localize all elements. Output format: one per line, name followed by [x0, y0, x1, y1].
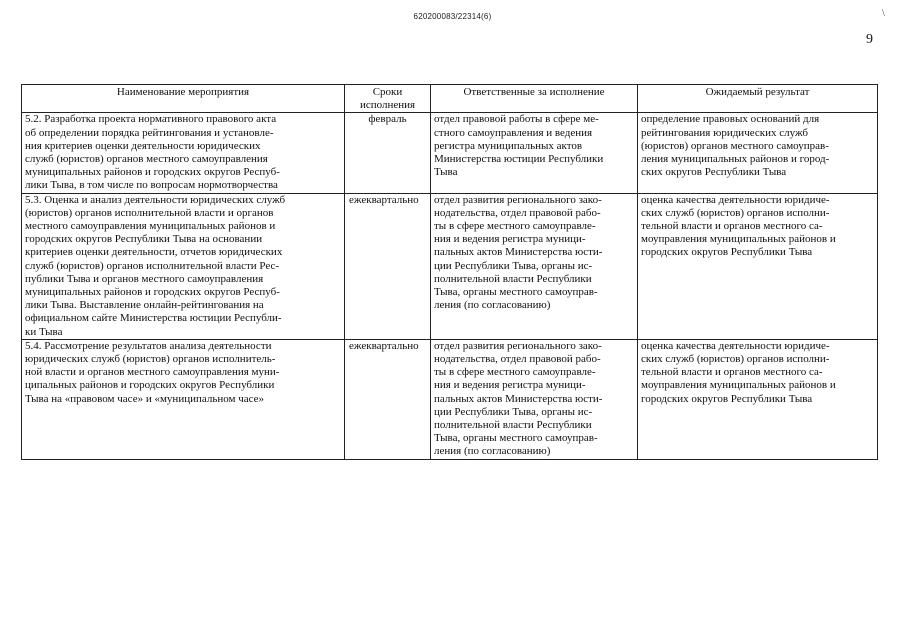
- header-responsible: Ответственные за исполнение: [431, 85, 638, 113]
- deadline-cell: ежеквартально: [345, 193, 431, 339]
- header-expected-result: Ожидаемый результат: [638, 85, 878, 113]
- table-row: [22, 339, 878, 459]
- page-number: 9: [866, 32, 873, 47]
- deadline-cell: февраль: [345, 113, 431, 193]
- corner-mark: \: [882, 8, 885, 19]
- header-activity-name: Наименование мероприятия: [22, 85, 345, 113]
- action-plan-table: [21, 84, 878, 460]
- expected-result-cell: оценка качества деятельности юридиче- ских служб (юристов) органов исполни- тельной власти и органов местного са- моуправления муниципальных районов и городских округов Республики Тыва: [638, 339, 878, 459]
- deadline-cell: ежеквартально: [345, 339, 431, 459]
- table-header-row: [22, 85, 878, 113]
- header-deadline: Сроки исполнения: [345, 85, 431, 113]
- activity-name-cell: 5.4. Рассмотрение результатов анализа деятельности юридических служб (юристов) органов исполнитель- ной власти и органов местного самоуправления муни- ципальных районов и городских округов Республики Тыва на «правовом часе» и «муниципальном часе»: [22, 339, 345, 459]
- table-row: [22, 193, 878, 339]
- document-id: 620200083/22314(6): [413, 12, 492, 21]
- expected-result-cell: определение правовых оснований для рейтингования юридических служб (юристов) органов местного самоуправ- ления муниципальных районов и город- ских округов Республики Тыва: [638, 113, 878, 193]
- activity-name-cell: 5.2. Разработка проекта нормативного правового акта об определении порядка рейтингования и установле- ния критериев оценки деятельности юридических служб (юристов) органов местного самоуправления муниципальных районов и городских округов Респуб- лики Тыва, в том числе по вопросам нормотворчества: [22, 113, 345, 193]
- expected-result-cell: оценка качества деятельности юридиче- ских служб (юристов) органов исполни- тельной власти и органов местного са- моуправления муниципальных районов и городских округов Республики Тыва: [638, 193, 878, 339]
- responsible-cell: отдел правовой работы в сфере ме- стного самоуправления и ведения регистра муниципальных актов Министерства юстиции Республики Тыва: [431, 113, 638, 193]
- responsible-cell: отдел развития регионального зако- нодательства, отдел правовой рабо- ты в сфере местного самоуправле- ния и ведения регистра муници- пальных актов Министерства юсти- ции Республики Тыва, органы ис- полнительной власти Республики Тыва, органы местного самоуправ- ления (по согласованию): [431, 339, 638, 459]
- activity-name-cell: 5.3. Оценка и анализ деятельности юридических служб (юристов) органов исполнительной власти и органов местного самоуправления муниципальных районов и городских округов Республики Тыва на основании критериев оценки деятельности, отчетов юридических служб (юристов) органов исполнительной власти Рес- публики Тыва и органов местного самоуправления муниципальных районов и городских округов Респуб- лики Тыва. Выставление онлайн-рейтингования на официальном сайте Министерства юстиции Республи- ки Тыва: [22, 193, 345, 339]
- responsible-cell: отдел развития регионального зако- нодательства, отдел правовой рабо- ты в сфере местного самоуправле- ния и ведения регистра муници- пальных актов Министерства юсти- ции Республики Тыва, органы ис- полнительной власти Республики Тыва, органы местного самоуправ- ления (по согласованию): [431, 193, 638, 339]
- table-row: [22, 113, 878, 193]
